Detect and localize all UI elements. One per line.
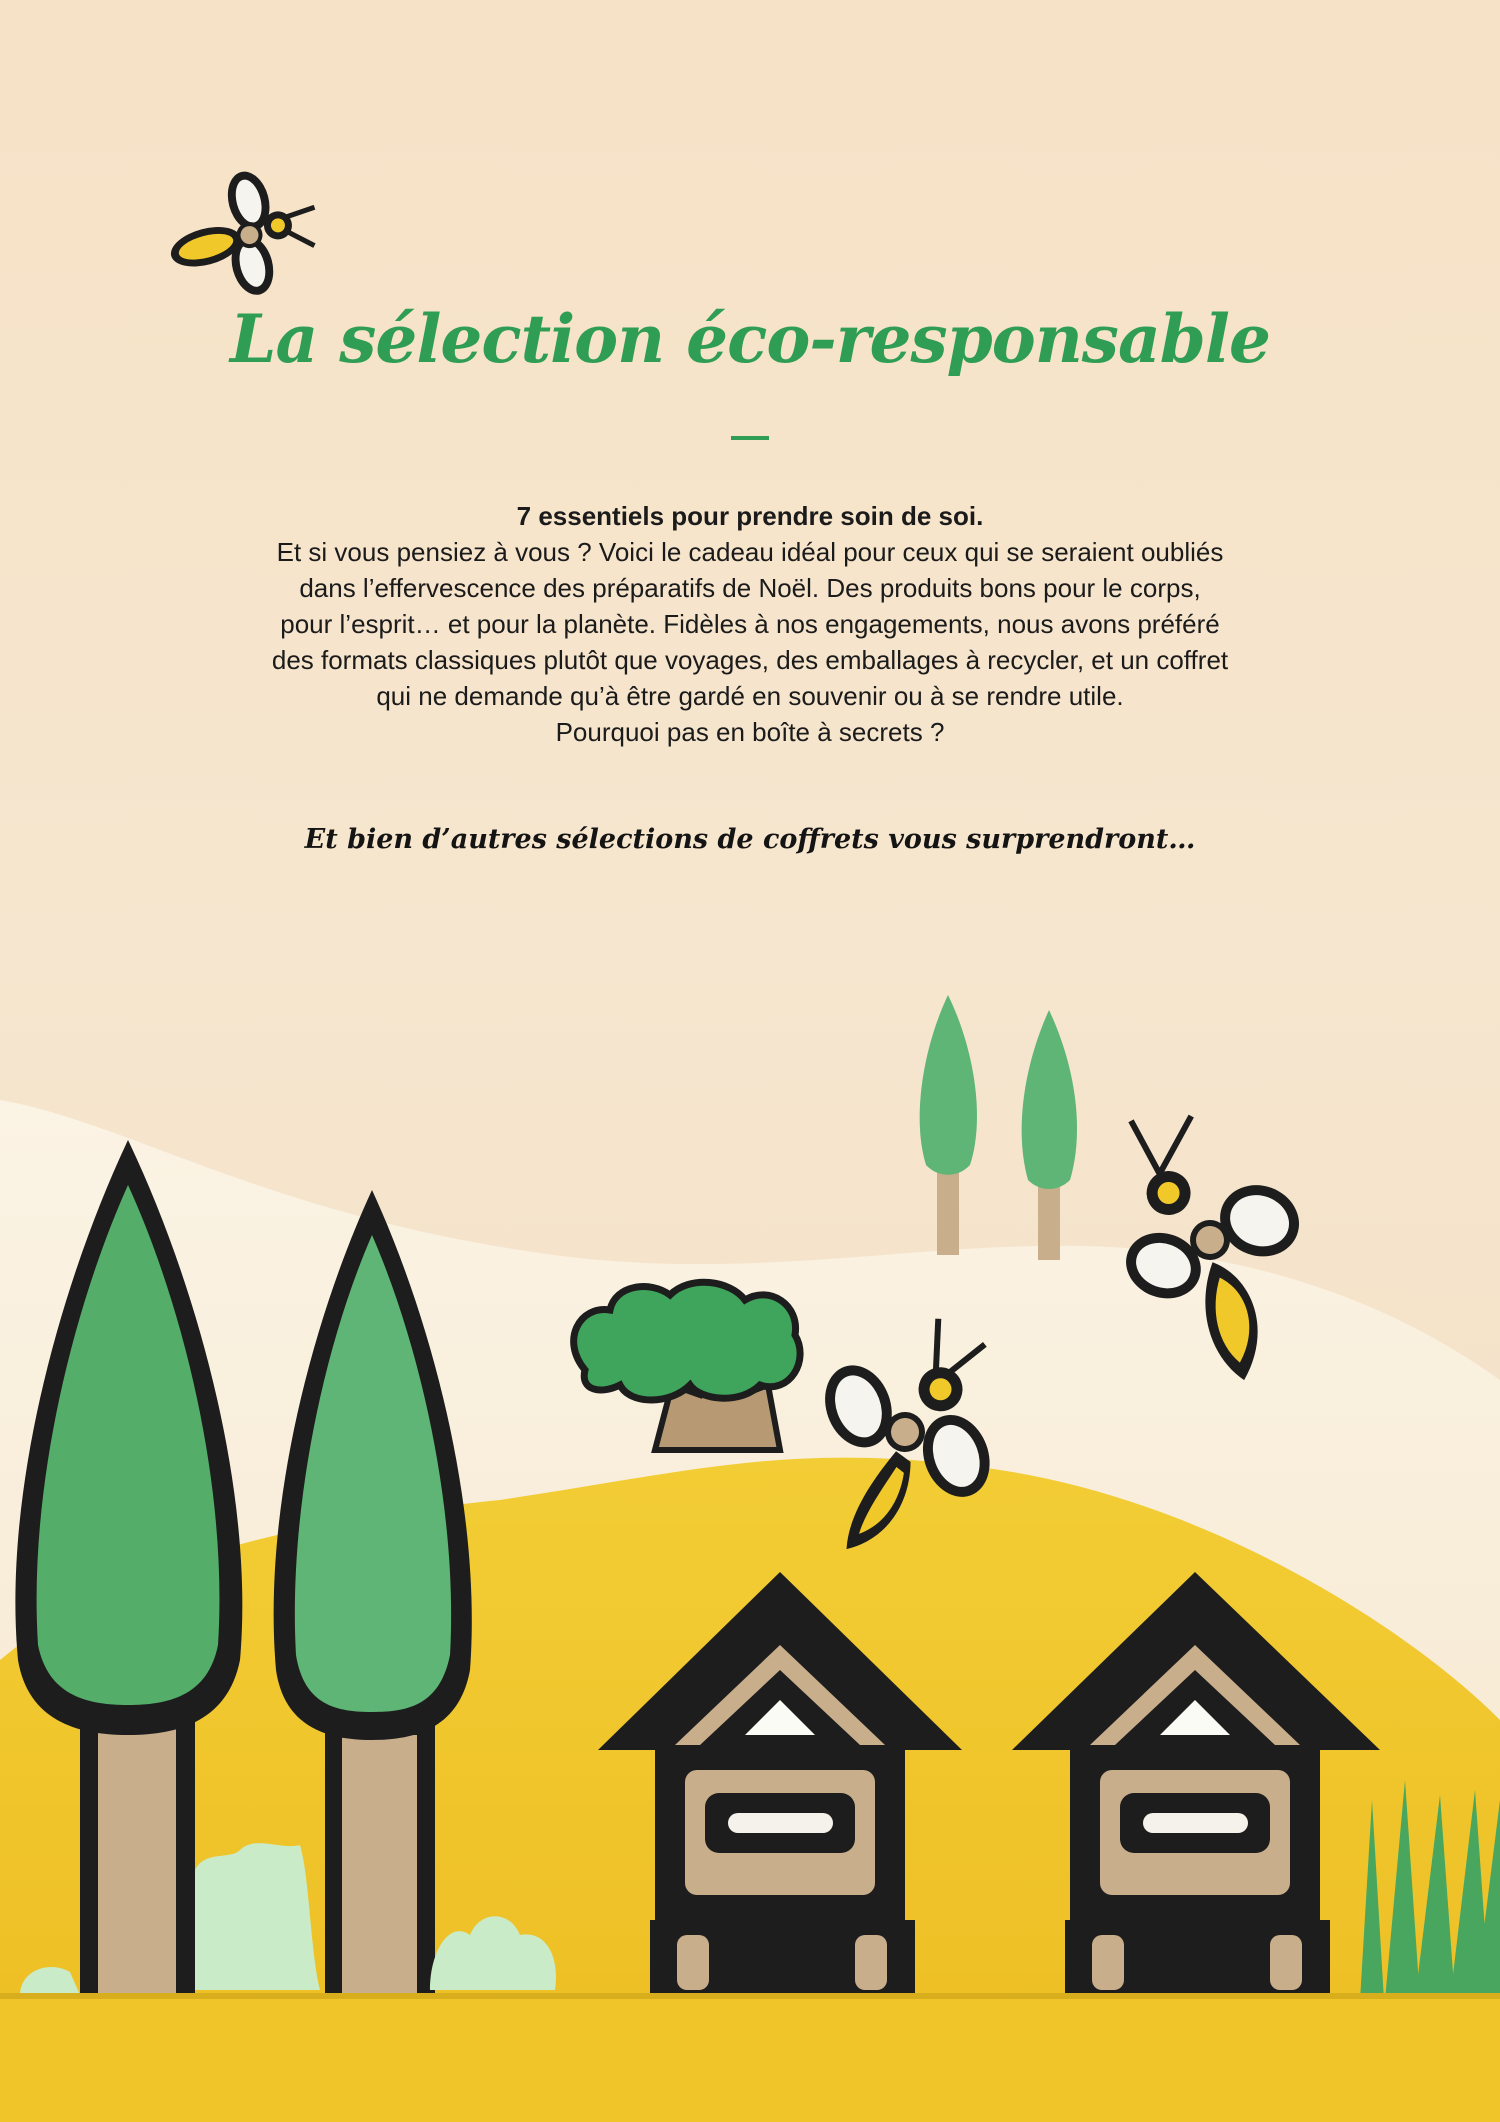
intro-lead: 7 essentiels pour prendre soin de soi. — [516, 501, 984, 531]
intro-text — [270, 498, 1230, 750]
page-title: La sélection éco-responsable — [230, 300, 1270, 378]
cypress-tree-far-2 — [1022, 1010, 1077, 1260]
intro-closing: Pourquoi pas en boîte à secrets ? — [555, 717, 945, 747]
intro-paragraph: Et si vous pensiez à vous ? Voici le cadeau idéal pour ceux qui se seraient oubliés dans l’effervescence des préparatifs de Noël. Des produits bons pour le corps, pour l’esprit… et pour la planète. Fidèles à nos engagements, nous avons préféré des formats classiques plutôt que voyages, des emballages à recycler, et un coffret qui ne demande qu’à être gardé en souvenir ou à se rendre utile. — [271, 537, 1229, 711]
tagline: Et bien d’autres sélections de coffrets vous surprendront… — [304, 824, 1196, 855]
bee-icon — [155, 156, 333, 314]
bush-left — [195, 1843, 320, 1990]
title-divider — [731, 436, 769, 440]
foreground-band — [0, 1993, 1500, 2122]
cypress-tree-far-1 — [920, 995, 977, 1255]
